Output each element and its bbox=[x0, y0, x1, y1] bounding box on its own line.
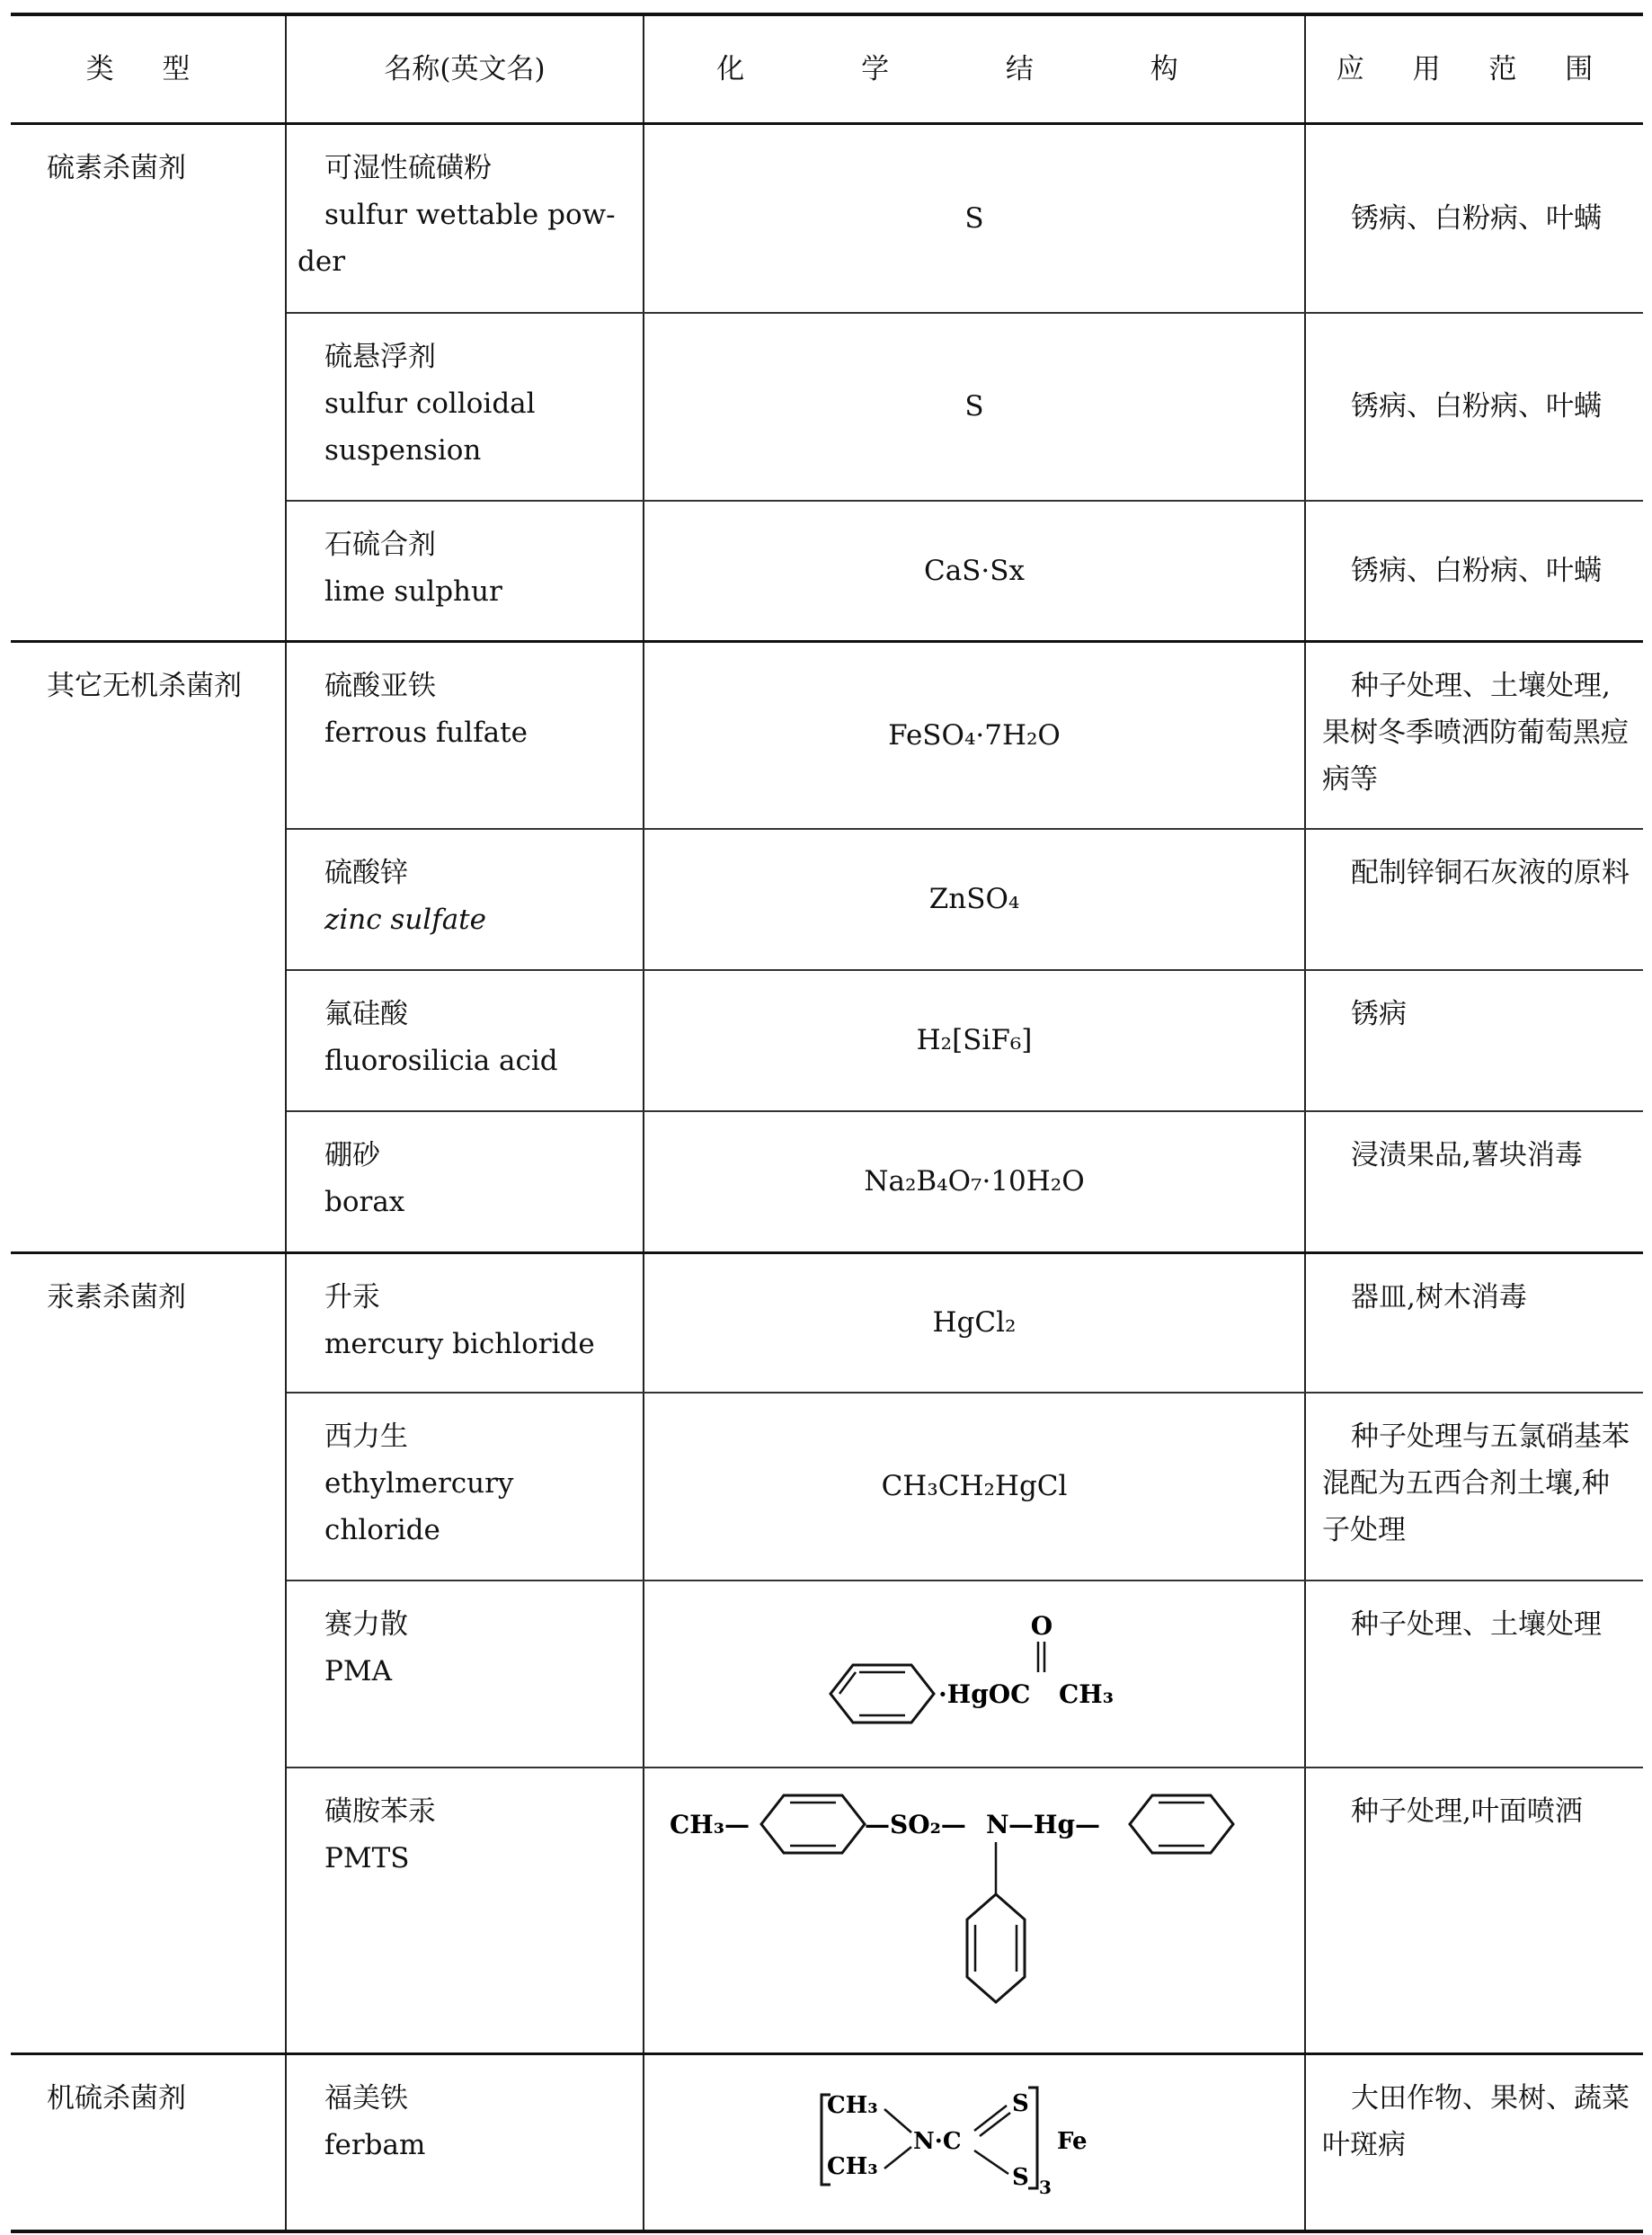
bond bbox=[884, 2147, 911, 2168]
name-cell bbox=[286, 829, 644, 970]
name-en-cont: suspension bbox=[324, 433, 482, 467]
name-en: fluorosilicia acid bbox=[324, 1044, 558, 1077]
header-type: 类 型 bbox=[11, 14, 286, 124]
application-cell: 锈病、白粉病、叶螨 bbox=[1305, 124, 1643, 313]
structure-cell: HgCl₂ bbox=[644, 1253, 1305, 1393]
header-name: 名称(英文名) bbox=[286, 14, 644, 124]
application-cell: 锈病、白粉病、叶螨 bbox=[1305, 501, 1643, 642]
benzene-ring bbox=[830, 1665, 934, 1723]
fungicide-table bbox=[11, 13, 1643, 2233]
bond bbox=[884, 2109, 911, 2133]
single-bond bbox=[974, 2150, 1008, 2174]
hgoc-label: ·HgOC bbox=[938, 1678, 1031, 1709]
table-row bbox=[11, 642, 1643, 829]
name-cn: 石硫合剂 bbox=[324, 528, 436, 561]
structure-cell: FeSO₄·7H₂O bbox=[644, 642, 1305, 829]
name-cell bbox=[286, 1253, 644, 1393]
name-cn: 磺胺苯汞 bbox=[324, 1794, 436, 1828]
nitrogen-label: N bbox=[986, 1809, 1009, 1839]
structure-cell: S bbox=[644, 124, 1305, 313]
application-cell: 种子处理与五氯硝基苯混配为五西合剂土壤,种子处理 bbox=[1305, 1393, 1643, 1581]
application-cell: 锈病 bbox=[1305, 970, 1643, 1111]
application-cell: 锈病、白粉病、叶螨 bbox=[1305, 313, 1643, 501]
ferbam-structure bbox=[813, 2068, 1136, 2203]
ring-double-bond bbox=[839, 1672, 856, 1694]
name-cn: 硫悬浮剂 bbox=[324, 340, 436, 373]
name-cn: 硫酸锌 bbox=[324, 856, 408, 889]
oxygen-label: O bbox=[1030, 1610, 1053, 1641]
structure-cell: Na₂B₄O₇·10H₂O bbox=[644, 1111, 1305, 1253]
name-en: zinc sulfate bbox=[324, 903, 486, 936]
iron-label: Fe bbox=[1057, 2127, 1088, 2155]
nc-label: N·C bbox=[913, 2127, 962, 2155]
name-cn: 可湿性硫磺粉 bbox=[324, 152, 492, 184]
type-cell: 硫素杀菌剂 bbox=[11, 124, 286, 642]
benzene-ring-1 bbox=[761, 1795, 865, 1853]
structure-cell: ZnSO₄ bbox=[644, 829, 1305, 970]
application-cell: 浸渍果品,薯块消毒 bbox=[1305, 1111, 1643, 1253]
name-cell bbox=[286, 1111, 644, 1253]
application-cell: 器皿,树木消毒 bbox=[1305, 1253, 1643, 1393]
name-en: sulfur wettable pow- bbox=[324, 199, 616, 231]
name-cn: 西力生 bbox=[324, 1420, 408, 1453]
name-en: sulfur colloidal bbox=[324, 387, 536, 420]
name-cell bbox=[286, 1768, 644, 2054]
structure-cell bbox=[644, 2053, 1305, 2231]
name-cell bbox=[286, 642, 644, 829]
name-en: ethylmercury chloride bbox=[324, 1466, 514, 1546]
application-cell: 大田作物、果树、蔬菜叶斑病 bbox=[1305, 2053, 1643, 2231]
name-cell bbox=[286, 1393, 644, 1581]
methyl-label-b: CH₃ bbox=[827, 2152, 878, 2180]
subscript-3: 3 bbox=[1039, 2176, 1052, 2198]
methyl-label: CH₃ bbox=[1059, 1678, 1115, 1709]
application-cell: 种子处理、土壤处理,果树冬季喷洒防葡萄黑痘病等 bbox=[1305, 642, 1643, 829]
name-cell bbox=[286, 2053, 644, 2231]
name-cell bbox=[286, 970, 644, 1111]
pma-structure bbox=[813, 1604, 1136, 1730]
name-en: mercury bichloride bbox=[324, 1328, 595, 1360]
name-en: PMTS bbox=[324, 1841, 410, 1874]
header-application: 应 用 范 围 bbox=[1305, 14, 1643, 124]
name-en-cont: der bbox=[298, 245, 346, 278]
type-cell: 其它无机杀菌剂 bbox=[11, 642, 286, 1253]
mercury-label: —Hg— bbox=[1008, 1809, 1101, 1839]
name-en: PMA bbox=[324, 1654, 392, 1687]
sulfur-label-2: S bbox=[1012, 2163, 1029, 2191]
table-row bbox=[11, 2053, 1643, 2231]
sulfur-label-1: S bbox=[1012, 2089, 1029, 2117]
right-bracket bbox=[1028, 2088, 1037, 2188]
structure-cell: S bbox=[644, 313, 1305, 501]
header-row bbox=[11, 14, 1643, 124]
application-cell: 种子处理、土壤处理 bbox=[1305, 1581, 1643, 1768]
application-cell: 配制锌铜石灰液的原料 bbox=[1305, 829, 1643, 970]
sulfonyl-label: —SO₂— bbox=[865, 1809, 966, 1839]
methyl-label-a: CH₃ bbox=[827, 2091, 878, 2119]
name-en: borax bbox=[324, 1185, 405, 1218]
name-cell bbox=[286, 1581, 644, 1768]
name-cell bbox=[286, 501, 644, 642]
name-cell bbox=[286, 124, 644, 313]
benzene-ring-2 bbox=[1130, 1795, 1233, 1853]
name-en: ferbam bbox=[324, 2128, 426, 2161]
name-cn: 氟硅酸 bbox=[324, 997, 408, 1030]
double-bond bbox=[980, 2113, 1010, 2136]
table-row bbox=[11, 1253, 1643, 1393]
methyl-label: CH₃— bbox=[670, 1809, 751, 1839]
name-cn: 赛力散 bbox=[324, 1607, 408, 1641]
table-row bbox=[11, 124, 1643, 313]
name-cn: 硼砂 bbox=[324, 1138, 380, 1171]
name-en: lime sulphur bbox=[324, 574, 502, 608]
name-cn: 硫酸亚铁 bbox=[324, 670, 436, 702]
structure-cell bbox=[644, 1581, 1305, 1768]
header-structure: 化 学 结 构 bbox=[644, 14, 1305, 124]
name-cell bbox=[286, 313, 644, 501]
application-cell: 种子处理,叶面喷洒 bbox=[1305, 1768, 1643, 2054]
structure-cell: H₂[SiF₆] bbox=[644, 970, 1305, 1111]
type-cell: 机硫杀菌剂 bbox=[11, 2053, 286, 2231]
type-cell: 汞素杀菌剂 bbox=[11, 1253, 286, 2054]
name-en: ferrous fulfate bbox=[324, 717, 528, 749]
structure-cell: CH₃CH₂HgCl bbox=[644, 1393, 1305, 1581]
name-cn: 升汞 bbox=[324, 1281, 380, 1313]
pmts-structure bbox=[644, 1768, 1306, 2038]
name-cn: 福美铁 bbox=[324, 2081, 408, 2115]
structure-cell bbox=[644, 1768, 1305, 2054]
structure-cell: CaS·Sx bbox=[644, 501, 1305, 642]
